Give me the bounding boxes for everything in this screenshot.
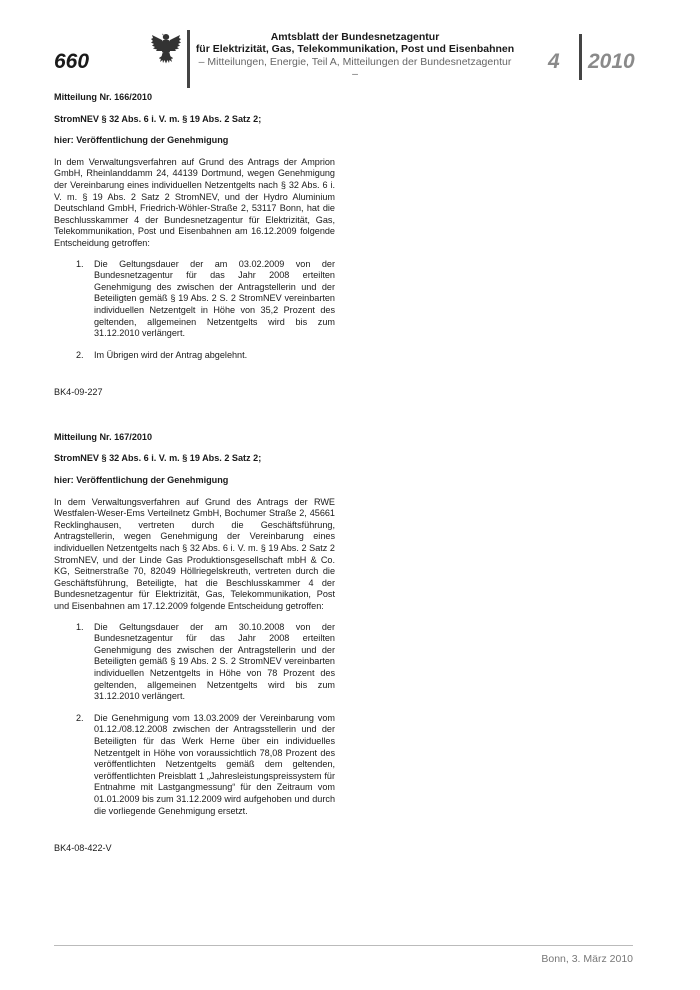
content-column — [54, 92, 335, 855]
reference-number: BK4-09-227 — [54, 387, 103, 398]
notice-subject: hier: Veröffentlichung der Genehmigung — [54, 475, 229, 486]
notice-subject: hier: Veröffentlichung der Genehmigung — [54, 135, 229, 146]
decision-item — [54, 622, 335, 703]
notice-title: Mitteilung Nr. 167/2010 — [54, 431, 153, 442]
publication-title-line-2: für Elektrizität, Gas, Telekommunikation, Post und Eisenbahnen — [195, 43, 515, 55]
decision-item-number: 2. — [76, 349, 84, 360]
decision-item — [54, 350, 335, 362]
notice-legal-basis: StromNEV § 32 Abs. 6 i. V. m. § 19 Abs. 2 Satz 2; — [54, 113, 262, 124]
decision-item-text: Die Geltungsdauer der am 03.02.2009 von der Bundesnetzagentur für das Jahr 2008 erteilten Genehmigung des zwischen der Antragstellerin und der Beteiligten gemäß § 19 Abs. 2 S. 2 StromNEV vereinbarten individuellen Netzentgelt in Höhe von 35,2 Prozent des geltenden, allgemeinen Netzentgelts wird bis zum 31.12.2010 verlängert. — [94, 258, 335, 339]
issue-divider — [579, 34, 582, 80]
publication-title-line-1: Amtsblatt der Bundesnetzagentur — [270, 31, 440, 43]
notice-intro: In dem Verwaltungsverfahren auf Grund des Antrags der RWE Westfalen-Weser-Ems Verteilnetz GmbH, Bochumer Straße 2, 45661 Recklinghausen, vertreten durch die Geschäftsführung, Antragstellerin, wegen Genehmigung der Vereinbarung eines individuellen Netzentgelts nach § 32 Abs. 6 i. V. m. § 19 Abs. 2 Satz 2 StromNEV, und der Linde Gas Produktionsgesellschaft mbH & Co. KG, Seitnerstraße 70, 82049 Höllriegelskreuth, vertreten durch die Geschäftsführung, Beteiligte, hat die Beschlusskammer 4 der Bundesnetzagentur für Elektrizität, Gas, Telekommunikation, Post und Eisenbahnen am 17.12.2009 folgende Entscheidung getroffen: — [54, 496, 335, 611]
decision-item-text: Die Geltungsdauer der am 30.10.2008 von der Bundesnetzagentur für das Jahr 2008 erteilten Genehmigung des zwischen der Antragstellerin und der Beteiligten gemäß § 19 Abs. 2 S. 2 StromNEV vereinbarten individuellen Netzentgelts in Höhe von 78 Prozent des geltenden, allgemeinen Netzentgelts wird bis zum 31.12.2010 verlängert. — [94, 621, 335, 702]
decision-item-number: 1. — [76, 258, 84, 269]
federal-eagle-icon — [150, 30, 182, 68]
page-number: 660 — [54, 50, 90, 73]
notice-intro: In dem Verwaltungsverfahren auf Grund des Antrags der Amprion GmbH, Rheinlanddamm 24, 44139 Dortmund, wegen Genehmigung der Vereinbarung eines individuellen Netzentgelts nach § 32 Abs. 6 i. V. m. § 19 Abs. 2 Satz 2 StromNEV, und der Hydro Aluminium Deutschland GmbH, Friedrich-Wöhler-Straße 2, 53117 Bonn, hat die Beschlusskammer 4 der Bundesnetzagentur für Elektrizität, Gas, Telekommunikation, Post und Eisenbahnen am 16.12.2009 folgende Entscheidung getroffen: — [54, 156, 335, 248]
decision-item-number: 2. — [76, 712, 84, 723]
decision-item-text: Die Genehmigung vom 13.03.2009 der Vereinbarung vom 01.12./08.12.2008 zwischen der Antragsstellerin und der Beteiligten für das Werk Herne über ein individuelles Netzentgelt in Höhe von voraussichtlich 78,08 Prozent des veröffentlichten Netzentgelts gemäß dem geltenden, veröffentlichten Preisblatt 1 „Jahresleistungspreissystem für Entnahme mit Lastgangmessung“ für den Zeitraum vom 01.01.2009 bis zum 31.12.2009 wird aufgehoben und durch die vorliegende Genehmigung ersetzt. — [94, 712, 335, 816]
issue-number: 4 — [548, 50, 560, 73]
header-divider — [187, 30, 190, 88]
footer-divider — [54, 945, 633, 946]
decision-list — [54, 622, 335, 818]
decision-list — [54, 259, 335, 362]
publication-title — [195, 31, 515, 55]
notice-legal-basis: StromNEV § 32 Abs. 6 i. V. m. § 19 Abs. 2 Satz 2; — [54, 453, 262, 464]
notice-title: Mitteilung Nr. 166/2010 — [54, 92, 153, 102]
decision-item — [54, 259, 335, 340]
decision-item-text: Im Übrigen wird der Antrag abgelehnt. — [94, 349, 248, 360]
issue-year: 2010 — [588, 50, 635, 73]
notice-167 — [54, 432, 335, 855]
publication-subtitle: – Mitteilungen, Energie, Teil A, Mitteilungen der Bundesnetzagentur – — [198, 56, 512, 80]
footer-place-date: Bonn, 3. März 2010 — [541, 953, 633, 965]
decision-item — [54, 713, 335, 817]
reference-number: BK4-08-422-V — [54, 843, 112, 854]
decision-item-number: 1. — [76, 621, 84, 632]
notice-166 — [54, 92, 335, 399]
